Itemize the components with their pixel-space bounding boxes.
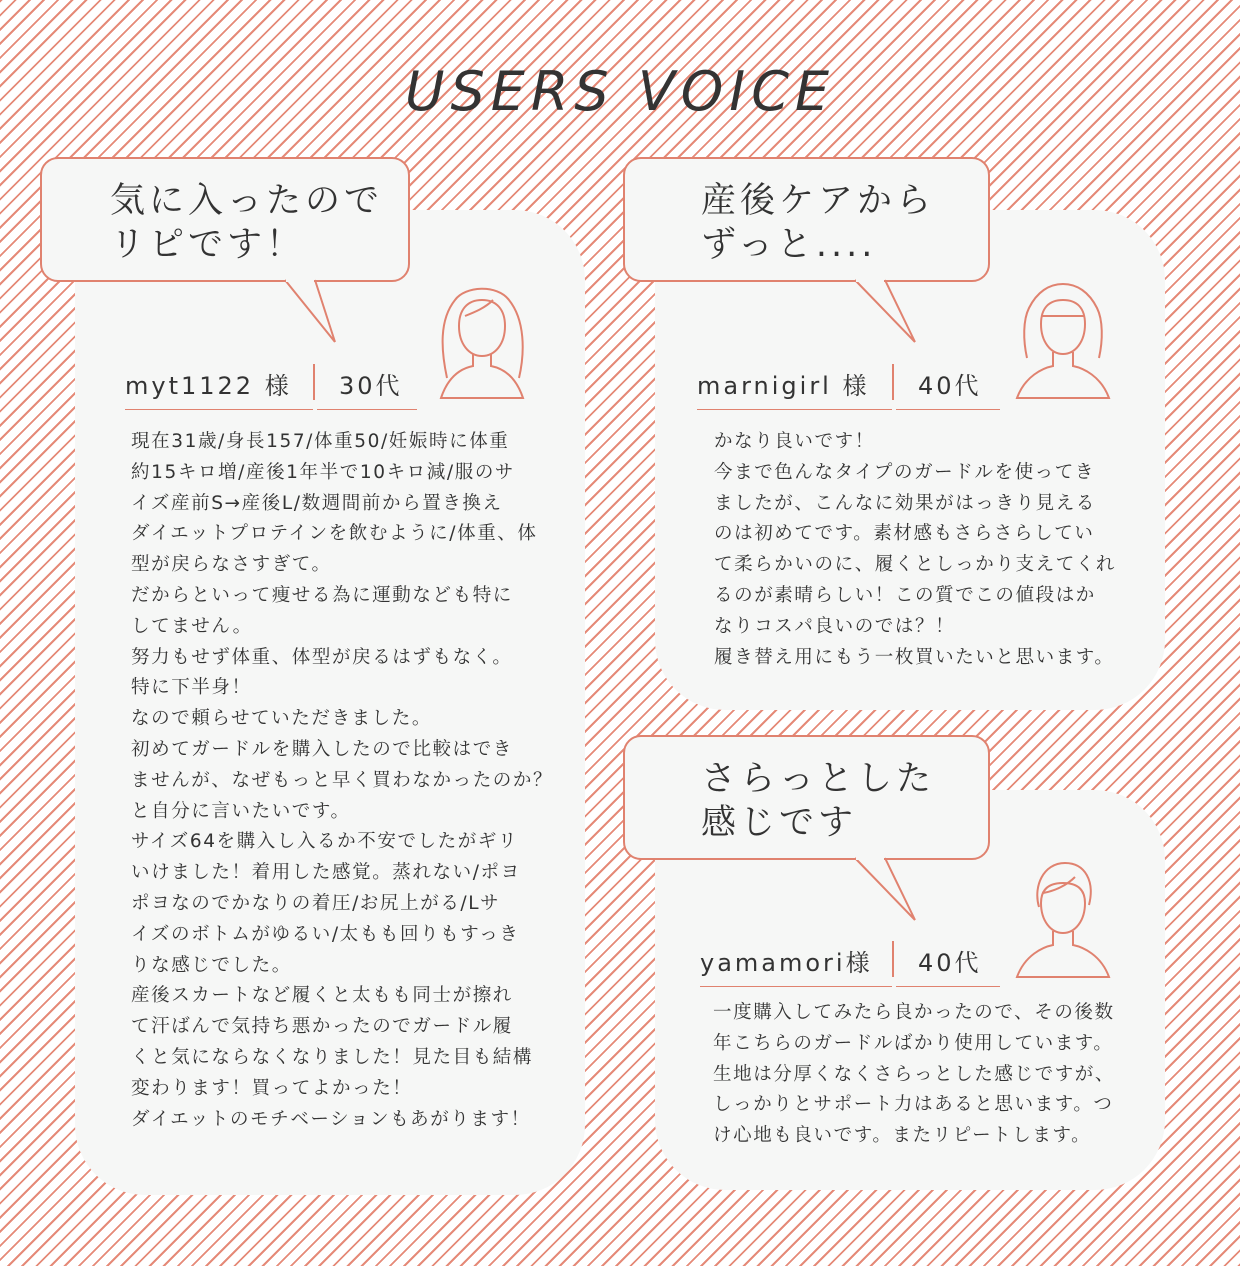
- review-line: のは初めてです。素材感もさらさらしてい: [714, 523, 1095, 545]
- review-line: イズ産前S→産後L/数週間前から置き換え: [131, 492, 503, 514]
- speech-bubble-tail: [850, 280, 920, 350]
- review-headline: 産後ケアから ずっと....: [701, 181, 936, 265]
- review-line: 変わります！買ってよかった！: [131, 1077, 413, 1099]
- review-line: 現在31歳/身長157/体重50/妊娠時に体重: [131, 431, 510, 452]
- review-line: サイズ64を購入し入るか不安でしたがギリ: [131, 831, 519, 853]
- review-line: ましたが、こんなに効果がはっきり見える: [714, 492, 1096, 514]
- review-line: だからといって痩せる為に運動なども特に: [131, 584, 513, 606]
- review-line: るのが素晴らしい！この質でこの値段はか: [714, 584, 1096, 606]
- review-line: かなり良いです！: [714, 431, 875, 452]
- review-line: いけました！着用した感覚。蒸れない/ポヨ: [131, 862, 521, 884]
- review-line: ダイエットのモチベーションもあがります！: [131, 1108, 531, 1130]
- speech-bubble: [623, 735, 990, 860]
- reviewer-info: [125, 366, 425, 406]
- divider: [313, 364, 315, 400]
- review-line: してません。: [131, 615, 253, 637]
- review-line: 履き替え用にもう一枚買いたいと思います。: [714, 646, 1115, 668]
- reviewer-info: [700, 943, 1005, 983]
- review-line: 産後スカートなど履くと太もも同士が擦れ: [131, 985, 513, 1007]
- review-line: 初めてガードルを購入したので比較はでき: [131, 738, 513, 760]
- long-hair-woman-icon: [435, 280, 530, 400]
- review-line: なので頼らせていただきました。: [131, 708, 432, 730]
- review-line: 型が戻らなさすぎて。: [131, 554, 332, 576]
- divider: [892, 364, 894, 400]
- review-text: [131, 427, 553, 1135]
- reviewer-age: 30代: [317, 366, 417, 410]
- review-line: 今まで色んなタイプのガードルを使ってき: [714, 461, 1095, 483]
- speech-bubble: [40, 157, 410, 282]
- review-line: ダイエットプロテインを飲むように/体重、体: [131, 523, 538, 545]
- review-headline: さらっとした 感じです: [701, 759, 936, 843]
- speech-bubble-tail: [850, 858, 920, 928]
- short-hair-person-icon: [1013, 857, 1113, 979]
- review-line: ませんが、なぜもっと早く買わなかったのか？: [131, 769, 554, 791]
- bob-hair-woman-icon: [1013, 280, 1113, 400]
- speech-bubble: [623, 157, 990, 282]
- reviewer-age: 40代: [896, 366, 1000, 410]
- review-line: て柔らかいのに、履くとしっかり支えてくれ: [714, 554, 1117, 576]
- review-headline: 気に入ったので リピです！: [110, 181, 384, 265]
- reviewer-name: myt1122 様: [125, 366, 313, 410]
- review-line: 一度購入してみたら良かったので、その後数: [713, 1002, 1115, 1023]
- reviewer-name: marnigirl 様: [697, 366, 892, 410]
- review-line: と自分に言いたいです。: [131, 800, 351, 822]
- review-line: しっかりとサポート力はあると思います。つ: [713, 1094, 1114, 1116]
- page-title: USERS VOICE: [404, 60, 836, 123]
- review-line: 特に下半身！: [131, 677, 252, 699]
- review-line: イズのボトムがゆるい/太もも回りもすっき: [131, 923, 520, 945]
- review-line: て汗ばんで気持ち悪かったのでガードル履: [131, 1016, 513, 1038]
- review-line: りな感じでした。: [131, 954, 292, 976]
- speech-bubble-tail: [280, 280, 350, 350]
- reviewer-name: yamamori様: [700, 943, 892, 987]
- review-line: 努力もせず体重、体型が戻るはずもなく。: [131, 646, 513, 668]
- divider: [892, 941, 894, 977]
- reviewer-info: [697, 366, 1007, 406]
- reviewer-age: 40代: [896, 943, 1000, 987]
- review-text: [714, 427, 1116, 673]
- review-line: なりコスパ良いのでは？！: [714, 615, 956, 637]
- review-line: くと気にならなくなりました！見た目も結構: [131, 1046, 534, 1068]
- review-line: 生地は分厚くなくさらっとした感じですが、: [713, 1063, 1116, 1085]
- review-text: [713, 998, 1115, 1152]
- review-line: 約15キロ増/産後1年半で10キロ減/服のサ: [131, 461, 516, 483]
- review-line: け心地も良いです。またリピートします。: [713, 1125, 1092, 1147]
- review-line: 年こちらのガードルばかり使用しています。: [713, 1032, 1114, 1054]
- review-line: ポヨなのでかなりの着圧/お尻上がる/Lサ: [131, 892, 501, 914]
